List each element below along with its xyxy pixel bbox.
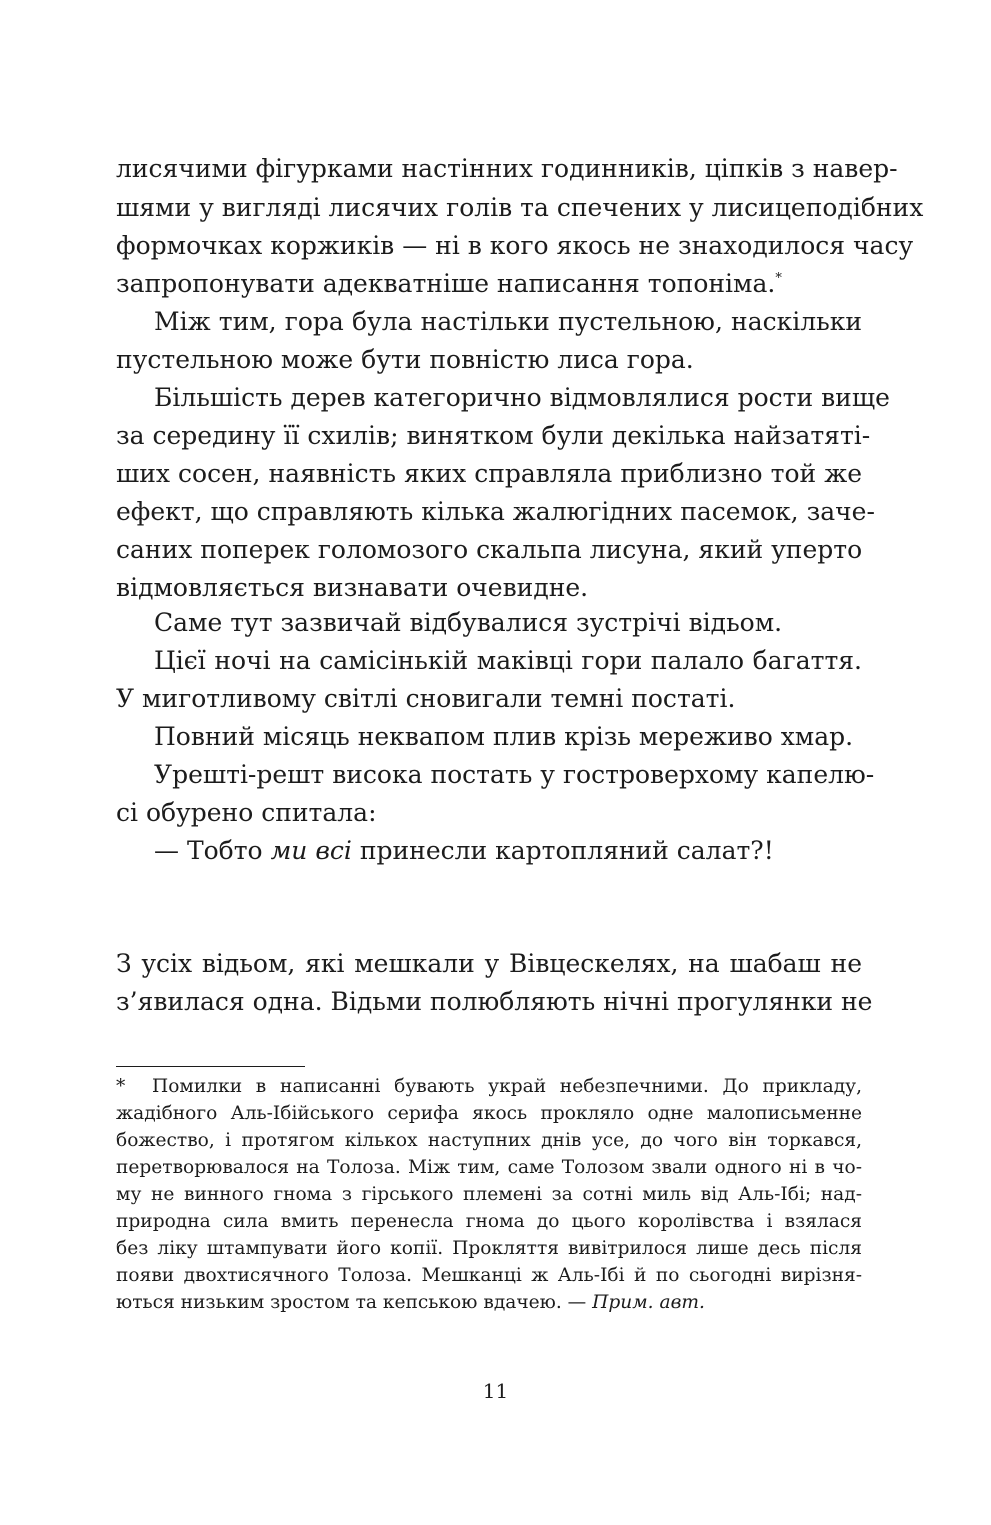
dialog-text: принесли картопляний салат?!	[351, 836, 774, 865]
dialog-text: — Тобто	[154, 836, 271, 865]
body-line: Урешті-решт висока постать у гостроверхому капелю-	[154, 760, 875, 789]
body-line: Повний місяць неквапом плив крізь мереживо хмар.	[154, 722, 854, 751]
body-line: лисячими фігурками настінних годинників, ціпків з навер-	[116, 154, 898, 183]
body-line: за середину її схилів; винятком були декілька найзатяті-	[116, 421, 871, 450]
footnote-line: му не винного гнома з гірського племені за сотні миль від Аль-Ібі; над-	[116, 1184, 862, 1205]
body-line: формочках коржиків — ні в кого якось не знаходилося часу	[116, 231, 914, 260]
dialog-emphasis: ми всі	[270, 836, 352, 865]
body-line: Саме тут зазвичай відбувалися зустрічі відьом.	[154, 608, 783, 637]
footnote-line: появи двохтисячного Толоза. Мешканці ж Аль-Ібі й по сьогодні вирізня-	[116, 1265, 862, 1286]
footnote-reference: *	[775, 271, 782, 286]
dialog-line	[154, 833, 862, 869]
body-line-text: запропонувати адекватніше написання топоніма.	[116, 269, 776, 298]
footnote-text: Помилки в написанні бувають украй небезпечними. До прикладу,	[152, 1076, 862, 1097]
footnote-marker: *	[116, 1076, 126, 1097]
footnote-line: божество, і протягом кількох наступних днів усе, до чого він торкався,	[116, 1130, 862, 1151]
footnote-line: перетворювалося на Толоза. Між тим, саме Толозом звали одного ні в чо-	[116, 1157, 862, 1178]
footnote-line: жадібного Аль-Ібійського серифа якось прокляло одне малописьменне	[116, 1103, 862, 1124]
body-line: ших сосен, наявність яких справляла приблизно той же	[116, 459, 862, 488]
body-line: Цієї ночі на самісінькій маківці гори палало багаття.	[154, 646, 862, 675]
body-line: пустельною може бути повністю лиса гора.	[116, 345, 694, 374]
page-number: 11	[482, 1379, 509, 1403]
body-line: У миготливому світлі сновигали темні постаті.	[116, 684, 736, 713]
body-line: з’явилася одна. Відьми полюбляють нічні прогулянки не	[116, 987, 873, 1016]
body-line: відмовляється визнавати очевидне.	[116, 573, 589, 602]
footnote-line: без ліку штампувати його копії. Прокляття вивітрилося лише десь після	[116, 1238, 862, 1259]
body-line: Між тим, гора була настільки пустельною, наскільки	[154, 307, 862, 336]
footnote-line	[116, 1290, 862, 1316]
footnote-line	[116, 1074, 862, 1100]
body-line: Більшість дерев категорично відмовлялися рости вище	[154, 383, 890, 412]
footnote-line: природна сила вмить перенесла гнома до цього королівства і взялася	[116, 1211, 862, 1232]
body-line: З усіх відьом, які мешкали у Вівцескелях, на шабаш не	[116, 949, 862, 978]
footnote-text: ються низьким зростом та кепською вдачею. —	[116, 1292, 593, 1313]
body-line: шями у вигляді лисячих голів та спечених у лисицеподібних	[116, 193, 924, 222]
body-line: ефект, що справляють кілька жалюгідних пасемок, заче-	[116, 497, 875, 526]
footnote-attribution: Прим. авт.	[592, 1292, 705, 1313]
body-line	[116, 266, 862, 302]
body-line: сі обурено спитала:	[116, 798, 377, 827]
body-line: саних поперек голомозого скальпа лисуна, який уперто	[116, 535, 863, 564]
footnote-separator	[116, 1066, 305, 1067]
